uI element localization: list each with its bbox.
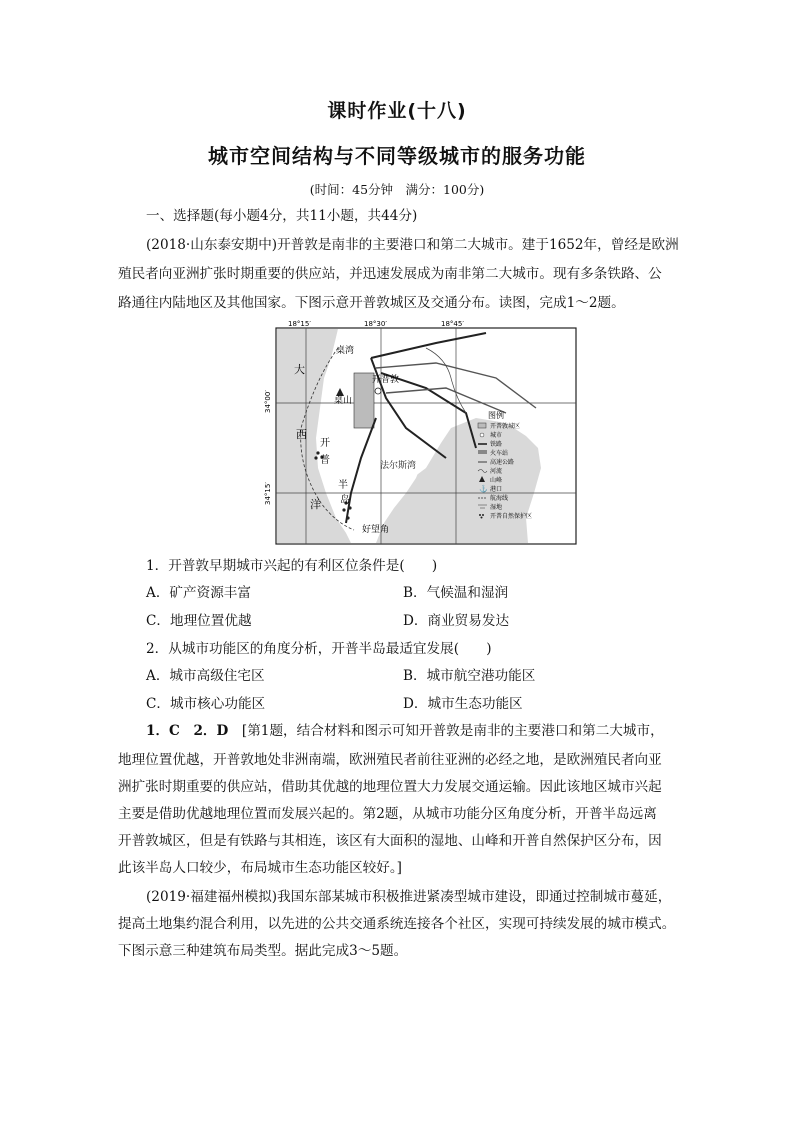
question-2-stem: 2．从城市功能区的角度分析，开普半岛最适宜发展( ) bbox=[146, 641, 492, 657]
question-1-option-b: B．气候温和湿润 bbox=[403, 585, 509, 601]
question-1-option-a: A．矿产资源丰富 bbox=[146, 585, 251, 601]
label-ocean-1: 大 bbox=[294, 363, 305, 376]
lon-label: 18°45′ bbox=[441, 320, 464, 328]
port-icon: ⚓ bbox=[479, 485, 488, 493]
answer-key: 1．C 2．D bbox=[146, 723, 229, 739]
label-table-bay: 桌湾 bbox=[336, 346, 355, 356]
answer-line-2: 地理位置优越，开普敦地处非洲南端，欧洲殖民者前往亚洲的必经之地，是欧洲殖民者向亚 bbox=[118, 752, 662, 768]
reserve-dot bbox=[348, 506, 351, 509]
legend-label: 湿地 bbox=[490, 504, 503, 511]
lon-label: 18°15′ bbox=[288, 320, 311, 328]
label-cape-of-good-hope: 好望角 bbox=[362, 525, 390, 535]
city-marker bbox=[375, 388, 381, 394]
answer-text-1: [第1题，结合材料和图示可知开普敦是南非的主要港口和第二大城市， bbox=[241, 723, 664, 739]
intro1-source: (2018·山东泰安期中) bbox=[146, 237, 278, 253]
label-peninsula-2: 普 bbox=[320, 455, 330, 466]
label-ocean-3: 洋 bbox=[310, 498, 321, 511]
label-cape-town: 开普敦 bbox=[372, 375, 400, 385]
legend-label: 城市 bbox=[490, 432, 503, 439]
page-subtitle: 城市空间结构与不同等级城市的服务功能 bbox=[208, 144, 586, 168]
label-table-mountain: 桌山 bbox=[334, 396, 353, 406]
legend-label: 开普自然保护区 bbox=[490, 513, 533, 520]
city-icon bbox=[480, 433, 484, 437]
reserve-dot bbox=[346, 516, 349, 519]
lat-label: 34°15′ bbox=[264, 482, 272, 505]
legend-label: 高速公路 bbox=[490, 459, 515, 466]
intro1-line-3: 路通往内陆地区及其他国家。下图示意开普敦城区及交通分布。读图，完成1～2题。 bbox=[118, 295, 625, 311]
intro1-line-2: 殖民者向亚洲扩张时期重要的供应站，并迅速发展成为南非第二大城市。现有多条铁路、公 bbox=[118, 266, 662, 282]
legend-label: 山峰 bbox=[490, 477, 503, 484]
train-station-icon bbox=[478, 450, 487, 454]
answer-line-3: 洲扩张时期重要的供应站，借助其优越的地理位置大力发展交通运输。因此该地区城市兴起 bbox=[118, 779, 662, 795]
question-2-option-b: B．城市航空港功能区 bbox=[403, 668, 536, 684]
intro2-text-1: 我国东部某城市积极推进紧凑型城市建设，即通过控制城市蔓延， bbox=[277, 889, 672, 905]
label-peninsula-3: 半 bbox=[338, 480, 348, 491]
intro2-line-1 bbox=[146, 887, 671, 907]
time-score-info: (时间：45分钟 满分：100分) bbox=[309, 182, 485, 197]
urban-area-icon bbox=[478, 423, 486, 428]
question-2-option-a: A．城市高级住宅区 bbox=[146, 668, 265, 684]
intro2-source: (2019·福建福州模拟) bbox=[146, 889, 278, 905]
nature-reserve-icon bbox=[479, 514, 481, 516]
section-heading: 一、选择题(每小题4分，共11小题，共44分) bbox=[146, 208, 418, 224]
reserve-dot bbox=[342, 508, 345, 511]
legend-label: 开普敦城区 bbox=[490, 423, 521, 430]
label-peninsula-4: 岛 bbox=[340, 495, 350, 506]
label-peninsula-1: 开 bbox=[320, 438, 330, 449]
page-title: 课时作业(十八) bbox=[327, 100, 467, 122]
legend-label: 航海线 bbox=[490, 495, 509, 502]
answer-line-4: 主要是借助优越地理位置而发展兴起的。第2题，从城市功能分区角度分析，开普半岛远离 bbox=[118, 806, 657, 822]
lat-label: 34°00′ bbox=[264, 390, 272, 413]
intro1-text-1: 开普敦是南非的主要港口和第二大城市。建于1652年，曾经是欧洲 bbox=[277, 237, 679, 253]
urban-area bbox=[354, 373, 374, 428]
legend-label: 铁路 bbox=[490, 441, 503, 448]
legend-label: 火车站 bbox=[490, 450, 509, 457]
reserve-dot bbox=[314, 456, 317, 459]
question-1-option-d: D．商业贸易发达 bbox=[403, 613, 510, 629]
legend-label: 河流 bbox=[490, 468, 503, 475]
intro2-line-3: 下图示意三种建筑布局类型。据此完成3～5题。 bbox=[118, 943, 408, 959]
answer-line-5: 开普敦城区，但是有铁路与其相连，该区有大面积的湿地、山峰和开普自然保护区分布，因 bbox=[118, 833, 662, 849]
question-1-option-c: C．地理位置优越 bbox=[146, 613, 252, 629]
intro1-line-1 bbox=[146, 235, 679, 255]
question-1-stem: 1．开普敦早期城市兴起的有利区位条件是( ) bbox=[146, 558, 438, 574]
answer-line-6: 此该半岛人口较少，布局城市生态功能区较好。] bbox=[118, 860, 402, 876]
intro2-line-2: 提高土地集约混合利用，以先进的公共交通系统连接各个社区，实现可持续发展的城市模式。 bbox=[118, 916, 676, 932]
question-2-option-c: C．城市核心功能区 bbox=[146, 696, 266, 712]
cape-town-map bbox=[264, 318, 576, 546]
label-ocean-2: 西 bbox=[296, 428, 307, 441]
question-2-option-d: D．城市生态功能区 bbox=[403, 696, 523, 712]
label-false-bay: 法尔斯湾 bbox=[380, 461, 417, 471]
legend-label: 港口 bbox=[490, 486, 503, 493]
answer-line-1 bbox=[146, 721, 664, 741]
legend-title: 图例 bbox=[488, 411, 504, 420]
lon-label: 18°30′ bbox=[364, 320, 387, 328]
